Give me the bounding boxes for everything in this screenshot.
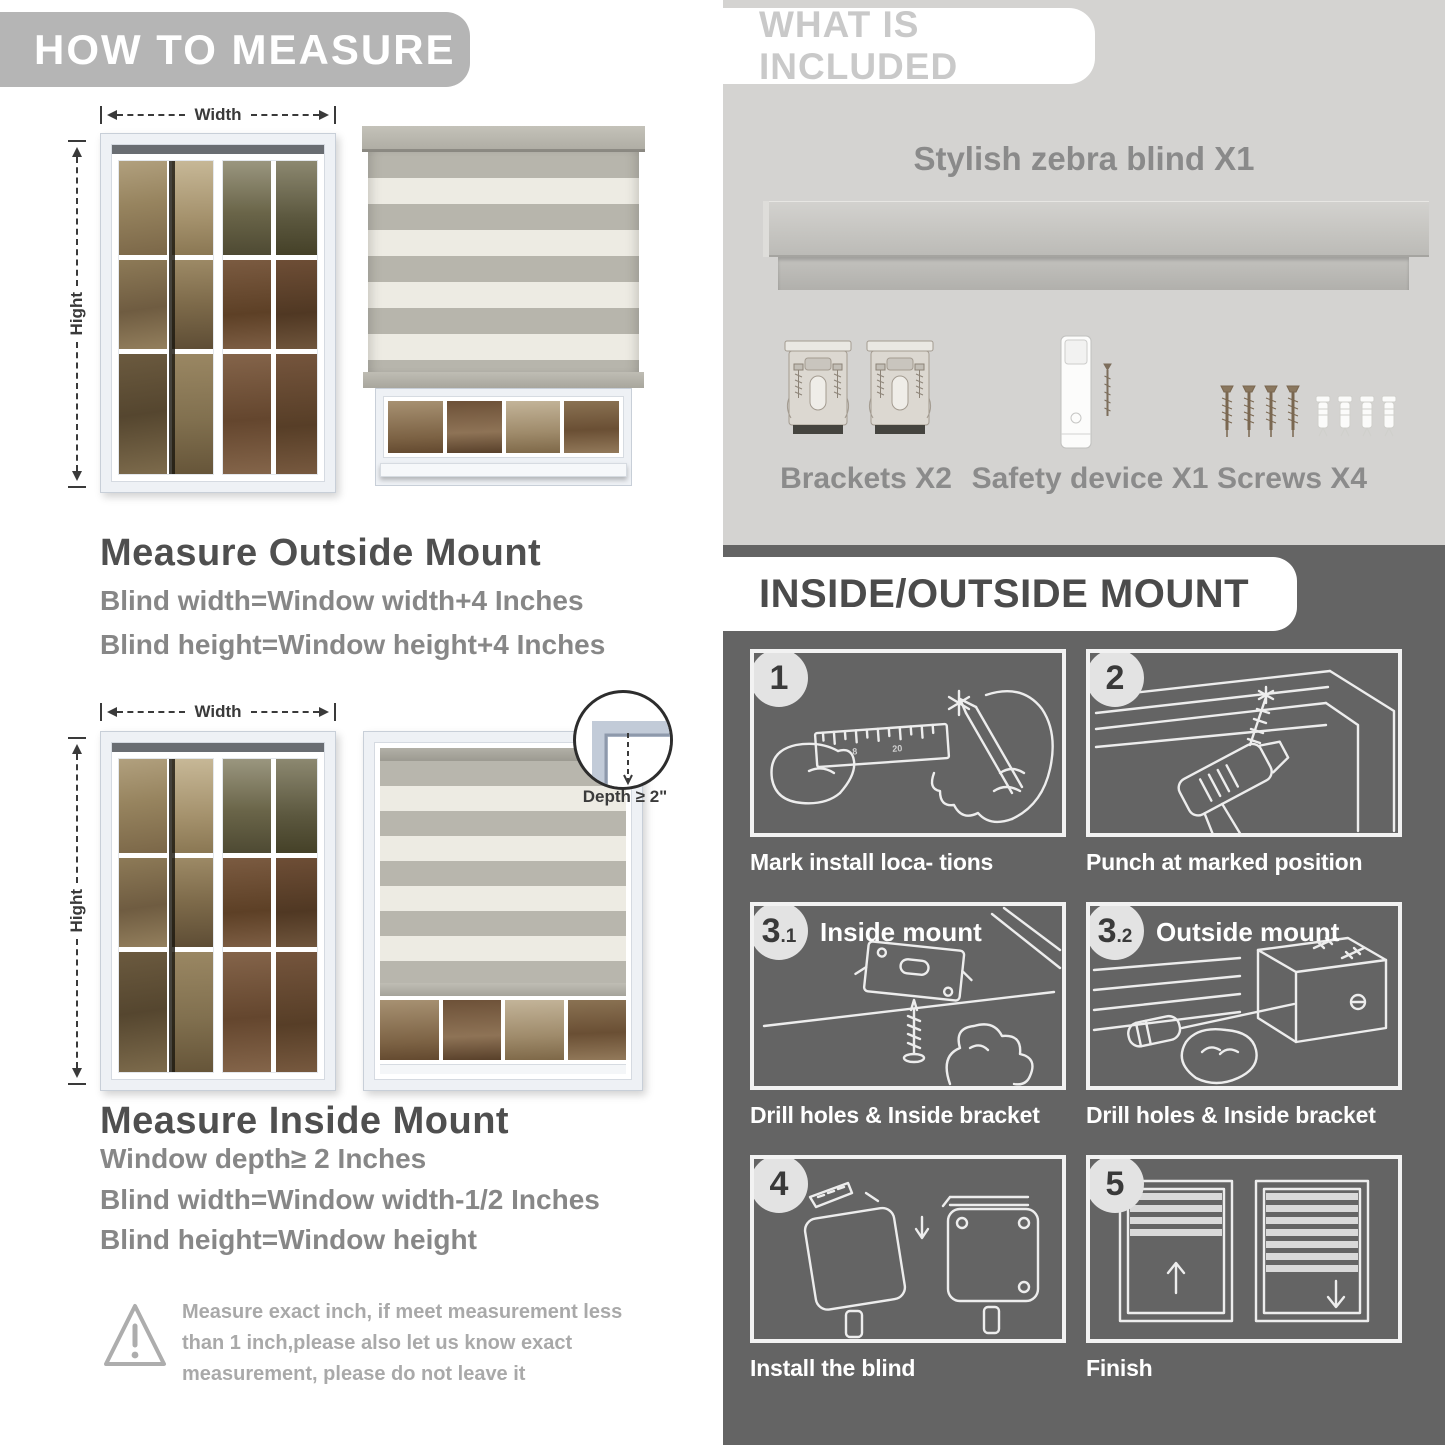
- step-2-panel: [1086, 649, 1402, 837]
- width-arrow: [100, 703, 336, 721]
- arrow-down-icon: [72, 1068, 82, 1083]
- window-sashes: [118, 151, 318, 475]
- step-caption: Finish: [1086, 1355, 1153, 1381]
- svg-text:20: 20: [891, 743, 903, 754]
- window-bottom-glass: [380, 996, 626, 1060]
- step-4-panel: [750, 1155, 1066, 1343]
- window-sashes: [118, 749, 318, 1073]
- window-pane: [564, 401, 619, 453]
- safety-device-icon: [1055, 334, 1119, 454]
- screws-anchors-icon: [1219, 384, 1399, 442]
- window-sash-right: [222, 160, 318, 475]
- window-pane: [172, 161, 213, 255]
- window-sill: [380, 1064, 626, 1074]
- inside-mount-title: Measure Inside Mount: [100, 1100, 510, 1142]
- depth-magnifier-icon: [573, 690, 673, 790]
- step-badge: 5: [1086, 1155, 1144, 1213]
- window-pane: [119, 260, 167, 349]
- dashed-line: [117, 114, 185, 116]
- window-pane: [443, 1000, 502, 1060]
- step-badge: 3 .2: [1086, 902, 1144, 960]
- step-5: [1086, 1155, 1402, 1382]
- window-pane: [276, 759, 317, 853]
- step-1: [750, 649, 1066, 876]
- what-is-included-header: [723, 4, 1095, 87]
- measure-warning-text: Measure exact inch, if meet measurement less than 1 inch,please also let us know exact measurement, please do not leave it: [182, 1301, 623, 1385]
- window-pane: [172, 759, 213, 853]
- step-3-2: [1086, 902, 1402, 1129]
- step-1-panel: [750, 649, 1066, 837]
- arrow-tick: [334, 703, 336, 721]
- arrow-right-icon: [319, 707, 334, 717]
- window-pane: [223, 858, 271, 947]
- step-2: [1086, 649, 1402, 876]
- mount-header: [723, 557, 1297, 631]
- what-is-included-section: [723, 0, 1445, 545]
- step-3-1: [750, 902, 1066, 1129]
- dashed-line: [251, 114, 319, 116]
- window-pane: [119, 759, 167, 853]
- blind-bottom-rail: [363, 372, 644, 388]
- window-pane: [276, 161, 317, 255]
- arrow-right-icon: [319, 110, 334, 120]
- window-sash-right: [222, 758, 318, 1073]
- what-is-included-title: WHAT IS INCLUDED: [759, 4, 959, 87]
- width-arrow: [100, 106, 336, 124]
- dashed-line: [251, 711, 319, 713]
- window-pane: [276, 260, 317, 349]
- bracket-icon: [865, 338, 935, 442]
- window-pane: [447, 401, 502, 453]
- outside-mount-title: Measure Outside Mount: [100, 532, 542, 574]
- step-caption: Install the blind: [750, 1355, 916, 1381]
- height-arrow: [68, 140, 86, 488]
- inside-spec-line: Window depth≥ 2 Inches: [100, 1143, 427, 1174]
- step-caption: Drill holes & Inside bracket: [750, 1102, 1040, 1128]
- arrow-down-icon: [72, 471, 82, 486]
- arrow-tick: [334, 106, 336, 124]
- step-badge: 4: [750, 1155, 808, 1213]
- how-to-measure-header: [0, 12, 470, 87]
- step-subtitle: Inside mount: [820, 917, 982, 947]
- dashed-line: [117, 711, 185, 713]
- window-pane: [276, 354, 317, 474]
- screws-label: Screws X4: [1216, 462, 1368, 495]
- window-pane: [119, 161, 167, 255]
- dashed-line: [76, 342, 78, 471]
- blind-head-rail: [362, 126, 645, 152]
- width-label: Width: [194, 105, 242, 124]
- step-3-1-panel: [750, 902, 1066, 1090]
- window-pane: [223, 759, 271, 853]
- window-pane: [380, 1000, 439, 1060]
- window-inner-frame: [111, 742, 325, 1080]
- mount-steps-grid: [750, 649, 1402, 1382]
- blind-cassette-illustration: [763, 201, 1429, 257]
- arrow-tick: [68, 1083, 86, 1085]
- window-sash-left: [118, 758, 214, 1073]
- step-subtitle: Outside mount: [1156, 917, 1340, 947]
- arrow-left-icon: [102, 110, 117, 120]
- safety-device-label: Safety device X1: [971, 462, 1209, 495]
- arrow-up-icon: [72, 142, 82, 157]
- dashed-line: [76, 754, 78, 883]
- right-column: [723, 0, 1445, 1445]
- window-pane: [568, 1000, 627, 1060]
- inside-spec-line: Blind width=Window width-1/2 Inches: [100, 1184, 600, 1215]
- window-pane: [276, 858, 317, 947]
- window-bottom-glass: [383, 396, 624, 458]
- brackets-label: Brackets X2: [780, 462, 952, 495]
- window-pane: [172, 858, 213, 947]
- step-5-panel: [1086, 1155, 1402, 1343]
- window-corner-detail: [576, 693, 670, 787]
- step-caption: Punch at marked position: [1086, 849, 1363, 875]
- window-pane: [276, 952, 317, 1072]
- dashed-line: [76, 939, 78, 1068]
- height-arrow: [68, 737, 86, 1085]
- window-illustration-inside: [100, 731, 336, 1091]
- screws-illustration: [1219, 384, 1399, 447]
- depth-label: Depth ≥ 2": [582, 787, 668, 806]
- outside-spec-line: Blind height=Window height+4 Inches: [100, 629, 606, 660]
- window-pane: [223, 161, 271, 255]
- dashed-line: [76, 157, 78, 286]
- how-to-measure-section: [0, 0, 690, 1445]
- step-caption: Drill holes & Inside bracket: [1086, 1102, 1376, 1128]
- window-pane: [223, 260, 271, 349]
- step-badge: 1: [750, 649, 808, 707]
- product-label: Stylish zebra blind X1: [913, 140, 1255, 177]
- window-top-shadow: [112, 145, 324, 154]
- window-pane: [223, 952, 271, 1072]
- step-3-2-panel: [1086, 902, 1402, 1090]
- window-pane: [172, 952, 213, 1072]
- window-inner-frame: [111, 144, 325, 482]
- outside-spec-line: Blind width=Window width+4 Inches: [100, 585, 584, 616]
- window-pane: [172, 354, 213, 474]
- zebra-blind-fabric: [368, 152, 639, 372]
- window-pane: [172, 260, 213, 349]
- window-pane: [506, 401, 561, 453]
- width-label: Width: [194, 702, 242, 721]
- arrow-left-icon: [102, 707, 117, 717]
- window-pane: [388, 401, 443, 453]
- window-pane: [119, 952, 167, 1072]
- warning-triangle-icon: [102, 1299, 168, 1373]
- blind-bottom-rail: [380, 983, 626, 996]
- height-label: Hight: [67, 889, 86, 933]
- svg-text:8: 8: [851, 746, 858, 757]
- height-label: Hight: [67, 292, 86, 336]
- window-pane: [505, 1000, 564, 1060]
- arrow-tick: [68, 486, 86, 488]
- step-caption: Mark install loca- tions: [750, 849, 994, 875]
- window-sash-left: [118, 160, 214, 475]
- window-bottom-frame: [375, 388, 632, 486]
- safety-device-illustration: [1055, 334, 1119, 459]
- arrow-up-icon: [72, 739, 82, 754]
- bracket-icon: [783, 338, 853, 442]
- window-pane: [119, 354, 167, 474]
- step-badge: 3 .1: [750, 902, 808, 960]
- window-top-shadow: [112, 743, 324, 752]
- window-illustration-outside: [100, 133, 336, 493]
- brackets-illustration: [783, 338, 935, 442]
- zebra-blind-illustration-inside: [363, 731, 668, 1091]
- inside-spec-line: Blind height=Window height: [100, 1224, 477, 1255]
- mount-title: INSIDE/OUTSIDE MOUNT: [759, 571, 1250, 616]
- step-badge: 2: [1086, 649, 1144, 707]
- how-to-measure-title: HOW TO MEASURE: [34, 25, 456, 73]
- zebra-blind-illustration-outside: [362, 126, 645, 486]
- step-4: [750, 1155, 1066, 1382]
- window-pane: [119, 858, 167, 947]
- blind-cassette-lower-illustration: [778, 257, 1409, 290]
- inside-outside-mount-section: [723, 545, 1445, 1445]
- window-pane: [223, 354, 271, 474]
- window-sill: [380, 463, 627, 477]
